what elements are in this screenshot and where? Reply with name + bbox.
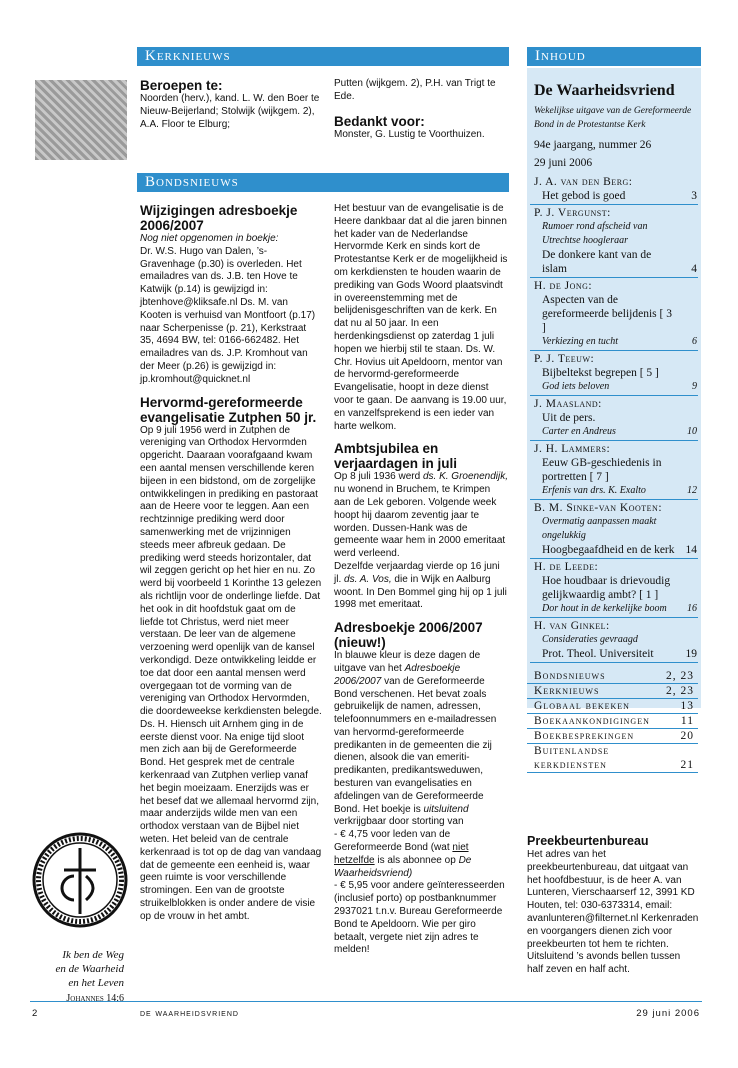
toc-author: H. de Leede: — [534, 561, 599, 573]
toc-separator — [530, 277, 698, 278]
toc-page-number: 12 — [687, 485, 697, 496]
beroepen-cont: Putten (wijkgem. 2), P.H. van Trigt te Ede. — [334, 78, 496, 102]
toc-entry-title: God iets beloven — [542, 381, 610, 392]
section-entry[interactable] — [527, 714, 698, 729]
section-page: 21 — [680, 759, 694, 771]
toc-entry-title: Dor hout in de kerkelijke boom — [542, 603, 667, 614]
toc-author: H. van Ginkel: — [534, 620, 610, 632]
footer-rule — [30, 1001, 702, 1002]
section-page: 13 — [680, 700, 694, 712]
toc-entry-title: Bijbeltekst begrepen [ 5 ] — [542, 367, 659, 379]
toc-page-number: 10 — [687, 426, 697, 437]
toc-entry[interactable] — [527, 647, 701, 661]
ambts-p2: Dezelfde verjaardag vierde op 16 juni jl. ds. A. Vos, die in Wijk en Aalburg woont. In Den Bommel ging hij op 1 juli 1998 met emeritaat. — [334, 560, 507, 611]
bedankt-text: Monster, G. Lustig te Voorthuizen. — [334, 128, 485, 140]
magazine-subtitle: Wekelijkse uitgave van de Gereformeerde Bond in de Protestantse Kerk — [534, 106, 692, 130]
section-page: 20 — [680, 730, 694, 742]
toc-entry[interactable] — [527, 515, 701, 543]
toc-entry[interactable] — [527, 633, 701, 647]
section-title: Boekaankondigingen — [534, 715, 650, 727]
toc-entry-title: De donkere kant van de islam — [542, 249, 652, 275]
zutphen-title: Hervormd-gereformeerde evangelisatie Zutphen 50 jr. — [140, 394, 317, 425]
bondsnieuws-col2 — [334, 203, 509, 957]
boekje-b2: - € 5,95 voor andere geïnteresseerden (inclusief porto) op postbanknummer 2937021 t.n.v. Bureau Gereformeerde Bond te Apeldoorn. Wie per giro betaalt, vergete niet zijn adres te melden! — [334, 880, 505, 956]
ambts-title: Ambtsjubilea en verjaardagen in juli — [334, 441, 458, 472]
toc-author: J. Maasland: — [534, 398, 602, 410]
section-title: Buitenlandse kerkdiensten — [534, 745, 610, 771]
footer-date: 29 juni 2006 — [636, 1008, 700, 1019]
bondsnieuws-col1 — [140, 203, 322, 924]
section-entry[interactable] — [527, 684, 698, 699]
toc-author: B. M. Sinke-van Kooten: — [534, 502, 663, 514]
boekje-b1: - € 4,75 voor leden van de Gereformeerde Bond (wat niet hetzelfde is als abonnee op De Waarheidsvriend) — [334, 829, 472, 879]
toc-entry[interactable] — [527, 380, 701, 394]
issue-date: 29 juni 2006 — [534, 157, 593, 169]
ambts-p1: Op 8 juli 1936 werd ds. K. Groenendijk, nu wonend in Bruchem, te Krimpen aan de Lek geboren. Volgende week hoopt hij daarom zeventig jaar te worden. Dussen-Hank was de gemeente waar hem in 2000 emeritaat werd verleend. — [334, 471, 508, 560]
quote-line1: Ik ben de Weg — [62, 949, 124, 961]
adres-title: Wijzigingen adresboekje 2006/2007 — [140, 203, 298, 233]
kerknieuws-col2 — [334, 78, 509, 141]
preekbeurten-title: Preekbeurtenbureau — [527, 834, 649, 848]
kerknieuws-col1 — [140, 78, 320, 131]
toc-entry-title: Eeuw GB-geschiedenis in portretten [ 7 ] — [542, 457, 662, 483]
toc-entry[interactable] — [527, 425, 701, 439]
toc-entry-title: Het gebod is goed — [542, 190, 626, 202]
toc-entry[interactable] — [527, 293, 701, 335]
inhoud-header: Inhoud — [527, 47, 701, 66]
toc-page-number: 16 — [687, 603, 697, 614]
toc-separator — [530, 662, 698, 663]
toc-separator — [530, 204, 698, 205]
section-title: Boekbesprekingen — [534, 730, 635, 742]
boekje-title: Adresboekje 2006/2007 (nieuw!) — [334, 620, 483, 651]
toc-entry-title: Carter en Andreus — [542, 426, 616, 437]
zutphen-cont: Het bestuur van de evangelisatie is de Heere dankbaar dat al die jaren binnen het kader van de Nederlandse Hervormde Kerk en sinds kort de Protestantse Kerk er de mogelijkheid is om kerkdiensten te houden waarin de prediking van Gods Woord plaatsvindt in overeenstemming met de belijdenisgeschriften van de kerk. En dat nu al 50 jaar. In een herdenkingsdienst op zaterdag 1 juli hopen we hierbij stil te staan. Ds. W. Chr. Hovius uit Apeldoorn, mentor van de hervormd-gereformeerde Evangelisatie, hoopt in deze dienst voor te gaan. De aanvang is 19.00 uur, en vanzelfsprekend is een ieder van harte welkom. — [334, 203, 508, 432]
section-page: 2, 23 — [666, 670, 694, 682]
beroepen-text: Noorden (herv.), kand. L. W. den Boer te Nieuw-Beijerland; Stolwijk (wijkgem. 2), A.A. Floor te Elburg; — [140, 93, 320, 130]
boekje-p1: In blauwe kleur is deze dagen de uitgave van het Adresboekje 2006/2007 van de Gereformeerde Bond verschenen. Het bevat zoals gebruikelijk de namen, adressen, telefoonnummers en e-mailadressen van hervormd-gereformeerde predikanten in de gemeenten die zij dienen, alsook die van emeriti-predikanten, predikantsweduwen, besturen van evangelisaties en afdelingen van de Gereformeerde Bond. Het boekje is uitsluitend verkrijgbaar door storting van — [334, 650, 497, 828]
toc-page-number: 3 — [691, 190, 697, 202]
toc-entry-title: Verkiezing en tucht — [542, 336, 619, 347]
adres-text: Dr. W.S. Hugo van Dalen, ’s-Gravenhage (p.30) is overleden. Het emailadres van ds. J.B. ten Hove te Katwijk (p.14) is gewijzigd in: jbtenhove@kliksafe.nl Ds. M. van Kooten is verhuisd van Montfoort (p.17) naar Scherpenisse (p. 21), Kerkstraat 35, 4694 BW, tel: 0166-662482. Het emailadres van ds. J.P. Kromhout van der Meer (p.26) is gewijzigd in: jp.kromhout@quicknet.nl — [140, 245, 316, 385]
beroepen-title: Beroepen te: — [140, 78, 223, 93]
toc-list — [527, 175, 701, 663]
quote-line3: en het Leven — [68, 977, 124, 989]
toc-entry-title: Erfenis van drs. K. Exalto — [542, 485, 646, 496]
toc-separator — [530, 617, 698, 618]
zutphen-text: Op 9 juli 1956 werd in Zutphen de vereniging van Orthodox Hervormden opgericht. Daaraan voorafgaand kwam een aantal mensen verschillende keren bijeen in een bidstond, om de zorgelijke ontwikkelingen in prediking en pastoraat aan de Heere voor te leggen. Aan een rechtzinnige prediking werd door samenwerking met de vrijzinnigen steeds meer afbreuk gedaan. De prediking werd steeds horizontaler, dat wil zeggen gericht op het hier en nu. Zo werd bij voorbeeld 1 Korinthe 13 gelezen als richtlijn voor de onderlinge liefde. Dat het ook in dit hoofdstuk gaat om de liefde tot Christus, werd niet meer verstaan. De leer van de algemene verzoening werd openlijk van de kansel verkondigd. Deze ontwikkeling leidde er toe dat door een aantal mensen werd overgegaan tot de vorming van de vereniging van Orthodox Hervormden, die doordeweekse kerkdiensten belegde. Ds. H. Hiensch uit Arnhem ging in de eerste dienst voor. Na enige tijd sloot men zich aan bij de Gereformeerde Bond. Het gesprek met de centrale kerkenraad van Zutphen verliep vanaf het begin moeizaam. Enerzijds was er het besef dat we allemaal hervormd zijn, maar anderzijds wilde men van een orthodox verstaan van de Bijbel niet weten. Het beleid van de centrale kerkenraad is tot op de dag van vandaag dat de gemeente een eenheid is, waar geen ruimte is voor verschillende stromingen. Een van de grootste struikelblokken is onder andere de visie op de vrouw in het ambt. — [140, 424, 322, 922]
toc-entry[interactable] — [527, 335, 701, 349]
toc-separator — [530, 558, 698, 559]
bedankt-title: Bedankt voor: — [334, 113, 425, 129]
toc-entry[interactable] — [527, 248, 701, 276]
toc-separator — [530, 350, 698, 351]
toc-author: J. A. van den Berg: — [534, 176, 633, 188]
inhoud-sidebar — [527, 68, 701, 771]
bond-emblem — [30, 830, 130, 930]
toc-entry-title: Consideraties gevraagd — [542, 634, 638, 645]
toc-author: P. J. Vergunst: — [534, 207, 611, 219]
toc-page-number: 9 — [692, 381, 697, 392]
toc-author: P. J. Teeuw: — [534, 353, 595, 365]
preekbeurten-block — [527, 834, 699, 977]
section-page: 11 — [680, 715, 694, 727]
section-title: Bondsnieuws — [534, 670, 606, 682]
quote-block — [20, 948, 124, 1006]
toc-author: J. H. Lammers: — [534, 443, 611, 455]
preekbeurten-text: Het adres van het preekbeurtenbureau, dat uitgaat van het hoofdbestuur, is de heer A. van Lunteren, Vierschaarserf 12, 3991 KD Houten, tel: 030-6373314, email: avanlunteren@filternet.nl Kerkenraden en voorgangers dienen zich voor preekbeurten tot hem te richten. Uitsluitend ’s avonds bellen tussen half zeven en half acht. — [527, 849, 699, 976]
footer-magazine-name: de waarheidsvriend — [140, 1008, 239, 1019]
jaargang: 94e jaargang, nummer 26 — [534, 139, 652, 151]
page-number: 2 — [32, 1008, 39, 1019]
toc-entry[interactable] — [527, 602, 701, 616]
kerknieuws-photo — [35, 80, 127, 160]
toc-page-number: 14 — [685, 544, 697, 556]
magazine-title: De Waarheidsvriend — [534, 82, 675, 99]
toc-entry-title: Rumoer rond afscheid van Utrechtse hoogleraar — [542, 221, 648, 246]
toc-separator — [530, 395, 698, 396]
toc-author: H. de Jong: — [534, 280, 593, 292]
toc-entry-title: Aspecten van de gereformeerde belijdenis [ 3 ] — [542, 294, 672, 334]
section-entry[interactable] — [527, 744, 698, 773]
toc-entry[interactable] — [527, 189, 701, 203]
section-entry[interactable] — [527, 699, 698, 714]
quote-line2: en de Waarheid — [55, 963, 124, 975]
toc-entry[interactable] — [527, 484, 701, 498]
section-list — [527, 669, 701, 773]
section-page: 2, 23 — [666, 685, 694, 697]
toc-entry[interactable] — [527, 456, 701, 484]
section-title: Kerknieuws — [534, 685, 600, 697]
quote-ref: Johannes 14:6 — [66, 993, 124, 1004]
toc-entry-title: Overmatig aanpassen maakt ongelukkig — [542, 516, 657, 541]
toc-entry[interactable] — [527, 543, 701, 557]
toc-entry[interactable] — [527, 220, 701, 248]
section-entry[interactable] — [527, 729, 698, 744]
toc-entry[interactable] — [527, 366, 701, 380]
toc-page-number: 6 — [692, 336, 697, 347]
toc-entry-title: Uit de pers. — [542, 412, 596, 424]
section-title: Globaal bekeken — [534, 700, 630, 712]
toc-page-number: 4 — [691, 263, 697, 275]
toc-entry[interactable] — [527, 574, 701, 602]
toc-entry-title: Hoogbegaafdheid en de kerk — [542, 544, 675, 556]
toc-entry-title: Prot. Theol. Universiteit — [542, 648, 654, 660]
kerknieuws-header: Kerknieuws — [137, 47, 509, 66]
toc-separator — [530, 440, 698, 441]
toc-entry[interactable] — [527, 411, 701, 425]
toc-separator — [530, 499, 698, 500]
toc-entry-title: Hoe houdbaar is drievoudig gelijkwaardig ambt? [ 1 ] — [542, 575, 671, 601]
section-entry[interactable] — [527, 669, 698, 684]
bondsnieuws-header: Bondsnieuws — [137, 173, 509, 192]
adres-sub: Nog niet opgenomen in boekje: — [140, 233, 279, 244]
toc-page-number: 19 — [685, 648, 697, 660]
